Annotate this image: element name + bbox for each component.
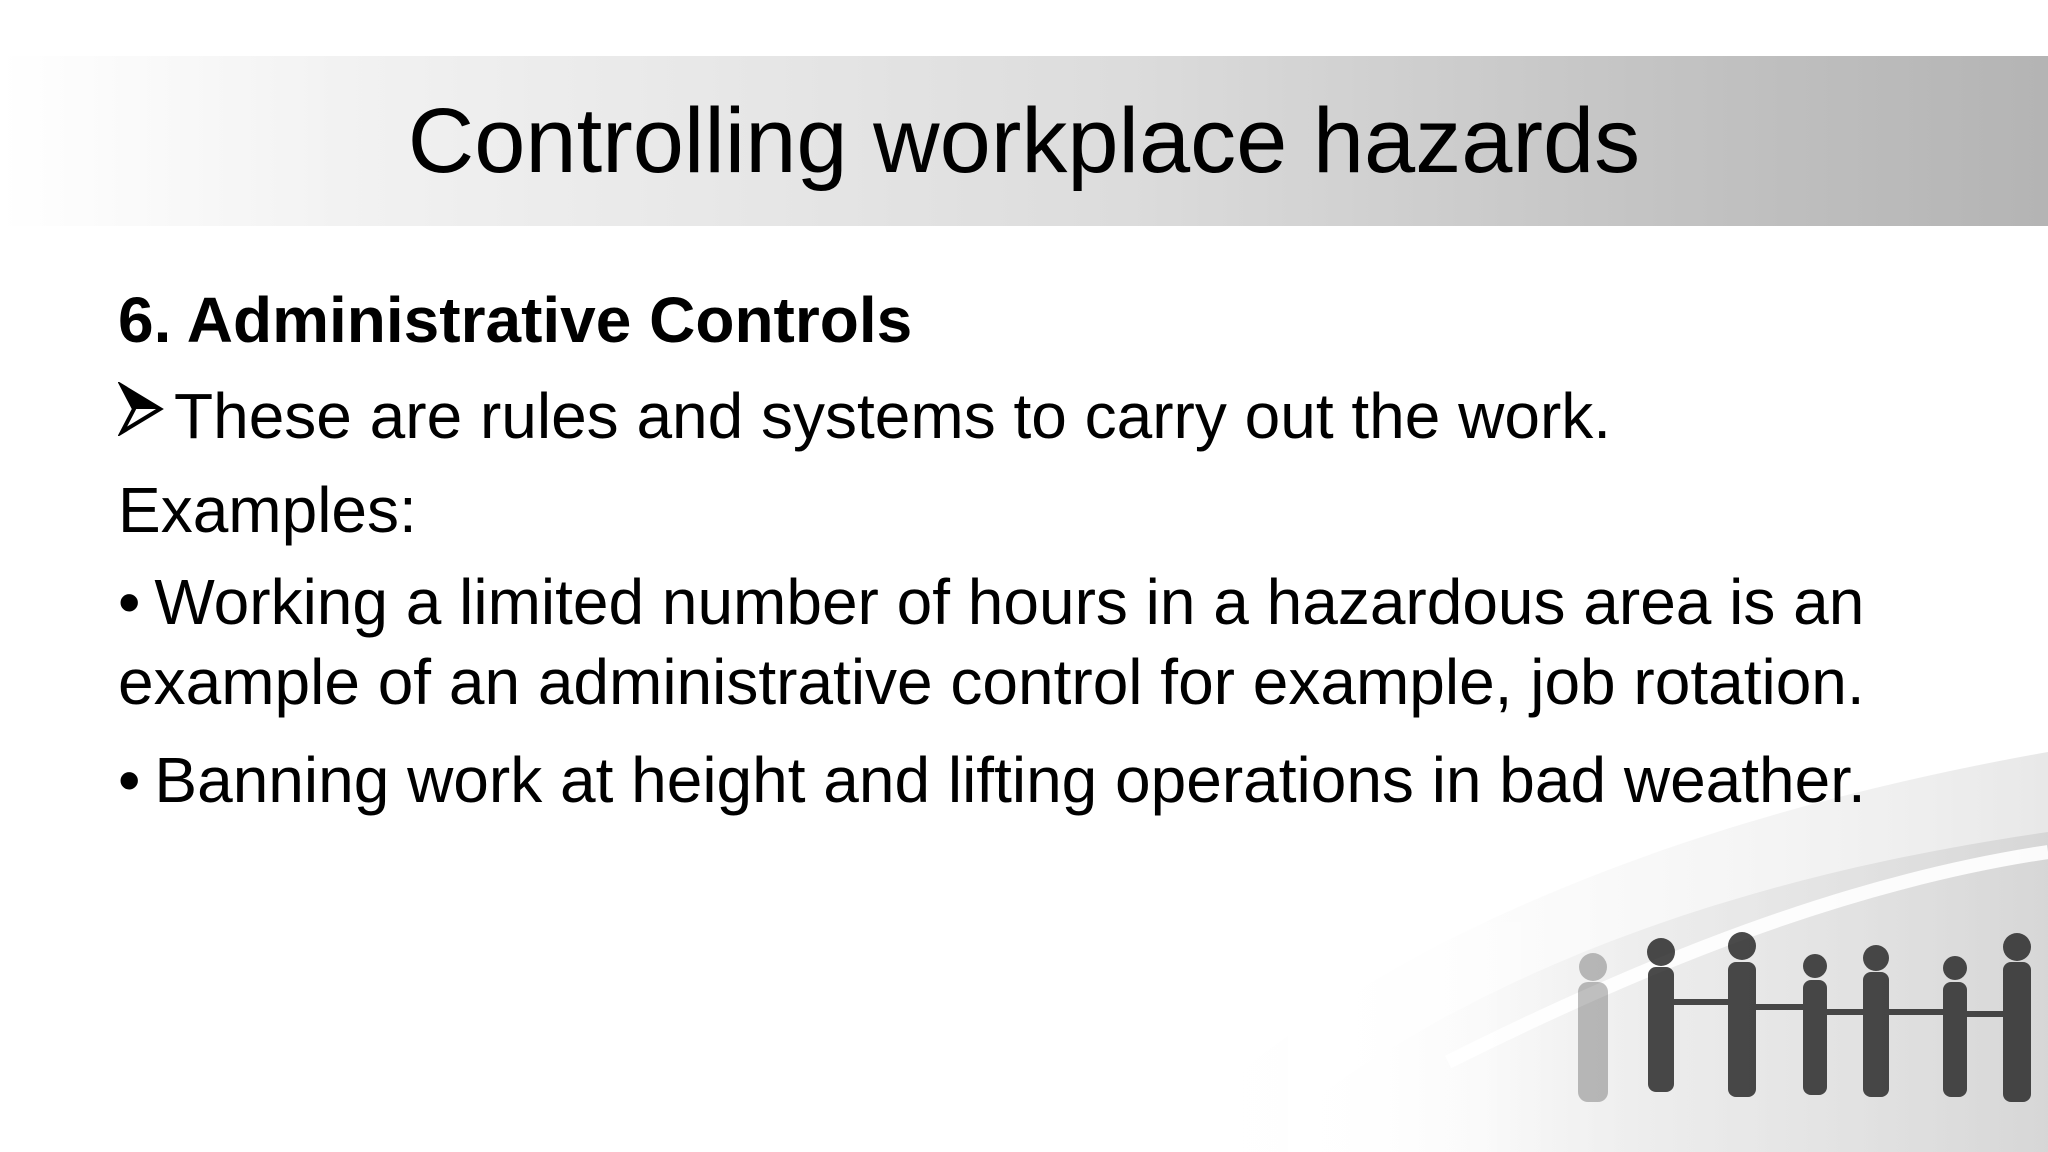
arrow-list-item: [118, 374, 1938, 458]
people-silhouettes-image: [1288, 922, 2048, 1152]
slide-content: [118, 278, 1938, 838]
arrow-bullet-icon: [118, 382, 164, 436]
list-item: [118, 562, 1938, 722]
bullet-icon: •: [118, 744, 141, 816]
list-item: [118, 740, 1938, 820]
arrow-item-text: These are rules and systems to carry out the work.: [174, 380, 1612, 452]
bullet-icon: •: [118, 566, 141, 638]
section-heading: 6. Administrative Controls: [118, 284, 913, 356]
list-item-text: Working a limited number of hours in a hazardous area is an example of an administrative control for example, job rotation.: [118, 566, 1865, 718]
slide-title: Controlling workplace hazards: [407, 89, 1641, 192]
list-item-text: Banning work at height and lifting operations in bad weather.: [154, 744, 1866, 816]
examples-label: Examples:: [118, 474, 417, 546]
